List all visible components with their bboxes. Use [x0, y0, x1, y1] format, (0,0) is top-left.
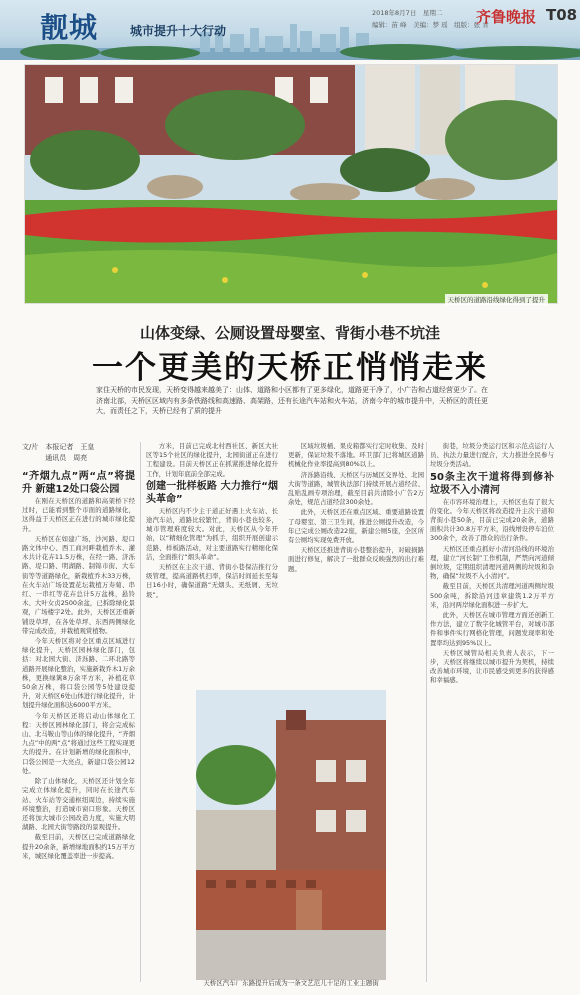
section-subtitle: 城市提升十大行动 [130, 24, 227, 38]
date-line: 2018年8月7日 星期二 [372, 9, 443, 17]
byline-reporter: 文/片 本报记者 王皇 [22, 443, 95, 451]
paragraph: 此外，天桥区还在重点区域、重要道路设置了母婴室、第三卫生间，推进公厕提升改造，今年已完成公厕改造22座，新建公厕5座，全区所有公厕均实现免费开放。 [288, 508, 424, 545]
subhead: “齐烟九点”两“点”将提升 新建12处口袋公园 [22, 471, 135, 495]
paragraph: 天桥区在主次干道、背街小巷保洁推行分级管理，提高道路机扫率，保洁时间延长至每日16小时，确保道路“无烟头、无纸屑、无垃圾”。 [146, 563, 278, 599]
section-header [0, 0, 580, 60]
column-divider [140, 442, 141, 982]
paragraph: 天桥区在如建广场、沙河路、堤口路文体中心、西工商河畔栽植乔木、灌木共计花卉11.5万株，在经一路、济泺路、堤口路、明湖路、制锦市街、大车街等等道路绿化，新栽植乔木33万株，在火车站广场设置花坛栽植万寿菊、串红、一串红等花卉总计5万盆株，悬铃木、大叶女贞2500余盆，已拆除绿化景观，广场楼宇2处。此外，天桥区还重新铺设草坪，在各处草坪、东西两侧绿化带完成改造，并栽植观赏植物。 [22, 534, 135, 635]
paragraph: 在刚在天桥区的道路和高架桥下经过时，已能看到整个市面的道路绿化，这得益于天桥区正在进行的城市绿化提升。 [22, 497, 135, 533]
article-lede: 家住天桥的市民发现，天桥变得越来越美了：山体、道路和小区都有了更多绿化，道路更干净了，小广告和占道经营更少了。在济南北部，天桥区区域内有多条铁路线和高速路、高架路，还有长途汽车站和火车站，济南今年的城市提升中，天桥区的责任更大，而责任之下，天桥已经有了质的提升 [96, 386, 488, 415]
street-scene-image [196, 690, 386, 980]
paragraph: 此外，天桥区在城市管理方面还创新工作方法，建立了数字化城管平台，对城市部件和事件实行网格化管理，问题发现率和处置率均达到95%以上。 [430, 611, 554, 647]
page-number: T08 [546, 6, 578, 24]
article-column-3 [288, 442, 424, 692]
section-title: 靓城 [40, 11, 99, 44]
park-scene-image [25, 65, 557, 303]
staff-line: 编辑：苗 峰 美编：梦 瑶 组版：张 青 [372, 21, 489, 29]
paragraph: 济泺路沿线、天桥区与历城区交界处、北园大街等道路，城管执法部门持续开展占道经营、乱贴乱画专项治理，截至目前共清除小广告2万余处，规范占道经营300余处。 [288, 470, 424, 507]
article-column-1 [22, 442, 135, 982]
main-photo [24, 64, 558, 304]
paragraph: 今年天桥区将对全区重点区域进行绿化提升，天桥区园林绿化部门，包括：对北园大街、济泺路、二环北路等道路开展绿化整治，实施新栽乔木1万余株，更换绿篱8万余平方米，补植花草50余万株，将口袋公园等5处建设提升，对天桥区6处山体进行绿化提升，计划提升绿化面积达6000平方米。 [22, 637, 135, 710]
paragraph: 天桥区还重点抓好小清河沿线的环境治理，建立“河长制”工作机制，严禁向河道倾倒垃圾，定期组织清理河道两侧的垃圾和杂物，确保“垃圾不入小清河”。 [430, 544, 554, 581]
article-headline: 一个更美的天桥正悄悄走来 [92, 350, 488, 386]
paragraph: 天桥区还推进背街小巷整治提升，对破损路面进行修复，解决了一批群众反映强烈的出行难题。 [288, 546, 424, 573]
bottom-photo [196, 690, 386, 980]
byline-correspondent: 通讯员 周亮 [22, 454, 88, 462]
column-divider [426, 442, 427, 982]
paragraph: 区域垃圾桶、果皮箱都实行定时收集、及时更新，保证垃圾不落地。环卫部门已将城区道路机械化作业率提高到80%以上。 [288, 442, 424, 469]
paragraph: 天桥区城管局相关负责人表示，下一步，天桥区将继续以城市提升为契机，持续改善城市环境，让市民感受到更多的获得感和幸福感。 [430, 648, 554, 685]
article-column-4 [430, 442, 554, 982]
masthead-logo: 齐鲁晚报 [476, 8, 537, 26]
subhead: 50条主次干道将得到修补 垃圾不入小清河 [430, 471, 554, 496]
paragraph: 天桥区内不少主干道正好遇上火车站、长途汽车站，道路比较繁忙，背街小巷也较多，城市管理难度较大。对此，天桥区从今年开始，以“精细化管理”为抓手，组织开展创建示范路、样板路活动，对主要道路实行精细化保洁，全面推行“烟头革命”。 [146, 506, 278, 561]
subhead: 创建一批样板路 大力推行“烟头革命” [146, 480, 278, 505]
paragraph: 截至目前，天桥区共清理河道两侧垃圾500余吨，拆除沿河违章建筑1.2万平方米，沿河两岸绿化面积进一步扩大。 [430, 582, 554, 609]
article-column-2 [146, 442, 278, 692]
paragraph: 在市容环境治理上，天桥区也有了很大的变化。今年天桥区将改造提升主次干道和背街小巷50条，目前已完成20余条，道路面积共计30.8万平方米，沿线增设停车泊位300余个，改善了群众的出行条件。 [430, 497, 554, 543]
paragraph: 街巷，垃圾分类运行区和示范点运行人员、执法力量进行配合，大力推进全民参与垃圾分类活动。 [430, 442, 554, 469]
paragraph: 方米，目前已完成北村西社区、新区大社区等15个社区的绿化提升，北园街道正在进行工程建设。目前天桥区正在抓紧推进绿化提升工作，计划年底前全部完成。 [146, 442, 278, 478]
main-photo-caption: 天桥区的道路沿线绿化得到了提升 [445, 294, 549, 305]
paragraph: 除了山体绿化，天桥区还计划全年完成立体绿化提升，同时在长途汽车站、火车站等交通枢纽周边，持续实施环境整治，打造城市窗口形象。天桥区还将加大城市公园改造力度，实施大明湖路、北园大街等路段的景观提升。 [22, 777, 135, 832]
paragraph: 今年天桥区还将启动山体绿化工程：天桥区园林绿化部门，将会完成标山、北马鞍山等山体的绿化提升，“齐烟九点”中的两“点”将通过这些工程实现更大的提升。在计划新增的绿化面积中，口袋公园是一大亮点，新建口袋公园12处。 [22, 711, 135, 775]
article-kicker: 山体变绿、公厕设置母婴室、背街小巷不坑洼 [139, 324, 440, 342]
bottom-photo-caption: 天桥区汽车厂东路提升后成为一条文艺范儿十足的工业主题街 [203, 979, 379, 987]
byline [22, 442, 135, 464]
paragraph: 截至目前，天桥区已完成道路绿化提升20余条，新增绿地面积约15万平方米，城区绿化覆盖率进一步提高。 [22, 833, 135, 860]
